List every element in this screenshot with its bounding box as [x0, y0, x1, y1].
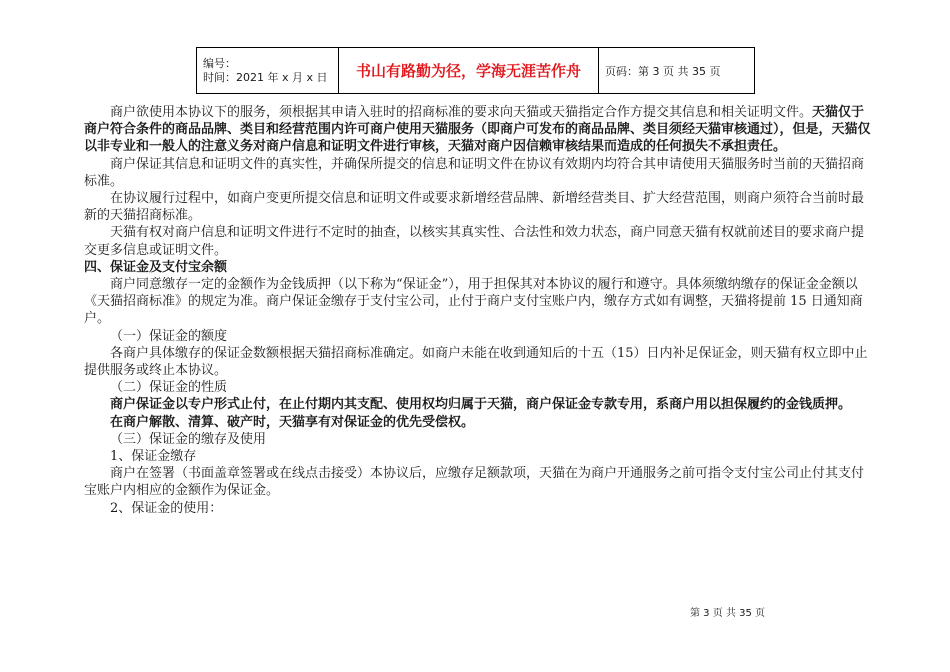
paragraph-priority-claim: 在商户解散、清算、破产时，天猫享有对保证金的优先受偿权。 — [110, 414, 475, 430]
paragraph-authenticity: 商户保证其信息和证明文件的真实性，并确保所提交的信息和证明文件在协议有效期内均符合其申请使用天猫服务时当前的天猫招商标准。 — [84, 156, 865, 189]
header-page-info — [599, 48, 754, 93]
paragraph-spot-check: 天猫有权对商户信息和证明文件进行不定时的抽查，以核实其真实性、合法性和效力状态，商户同意天猫有权就前述目的要求商户提交更多信息或证明文件。 — [84, 225, 865, 258]
paragraph-deposit-nature: 商户保证金以专户形式止付，在止付期内其支配、使用权均归属于天猫，商户保证金专款专用，系商户用以担保履约的金钱质押。 — [110, 397, 852, 413]
paragraph-changes: 在协议履行过程中，如商户变更所提交信息和证明文件或要求新增经营品牌、新增经营类目、扩大经营范围，则商户须符合当前时最新的天猫招商标准。 — [84, 191, 865, 224]
motto-text: 书山有路勤为径，学海无涯苦作舟 — [355, 62, 581, 80]
paragraph-submission — [84, 104, 874, 156]
paragraph-deposit-amount: 各商户具体缴存的保证金数额根据天猫招商标准确定。如商户未能在收到通知后的十五（15）日内补足保证金，则天猫有权立即中止提供服务或终止本协议。 — [84, 345, 868, 379]
subheading-deposit-amount: （一）保证金的额度 — [110, 328, 228, 344]
header-motto — [339, 48, 599, 93]
item-deposit-payment: 1、保证金缴存 — [110, 449, 197, 465]
paragraph-deposit-intro: 商户同意缴存一定的金额作为金钱质押（以下称为“保证金”），用于担保其对本协议的履行和遵守。具体须缴纳缴存的保证金金额以《天猫招商标准》的规定为准。商户保证金缴存于支付宝公司，止付于商户支付宝账户内，缴存方式如有调整，天猫将提前 15 日通知商户。 — [84, 277, 863, 327]
doc-number-label: 编号： — [203, 56, 236, 70]
header-page-label: 页码：第 3 页 共 35 页 — [605, 64, 721, 78]
footer-page-number: 第 3 页 共 35 页 — [690, 608, 765, 619]
paragraph-submission-bold: 天猫仅于商户符合条件的商品品牌、类目和经营范围内许可商户使用天猫服务（即商户可发布的商品品牌、类目须经天猫审核通过），但是，天猫仅以非专业和一般人的注意义务对商户信息和证明文件进行审核，天猫对商户因信赖审核结果而造成的任何损失不承担责任。 — [84, 105, 871, 155]
document-body — [84, 104, 874, 517]
paragraph-submission-text: 商户欲使用本协议下的服务，须根据其申请入驻时的招商标准的要求向天猫或天猫指定合作方提交其信息和相关证明文件。 — [110, 105, 813, 120]
header-meta — [197, 48, 339, 93]
doc-time-label: 时间：2021 年 x 月 x 日 — [203, 70, 328, 84]
section-heading-deposit: 四、保证金及支付宝余额 — [84, 259, 228, 275]
subheading-deposit-usage: （三）保证金的缴存及使用 — [110, 431, 267, 447]
page-header — [196, 47, 755, 94]
paragraph-deposit-payment: 商户在签署（书面盖章签署或在线点击接受）本协议后，应缴存足额款项，天猫在为商户开通服务之前可指令支付宝公司止付其支付宝账户内相应的金额作为保证金。 — [84, 466, 865, 499]
subheading-deposit-nature: （二）保证金的性质 — [110, 380, 228, 396]
item-deposit-use: 2、保证金的使用： — [110, 500, 223, 516]
page-footer — [690, 604, 765, 619]
